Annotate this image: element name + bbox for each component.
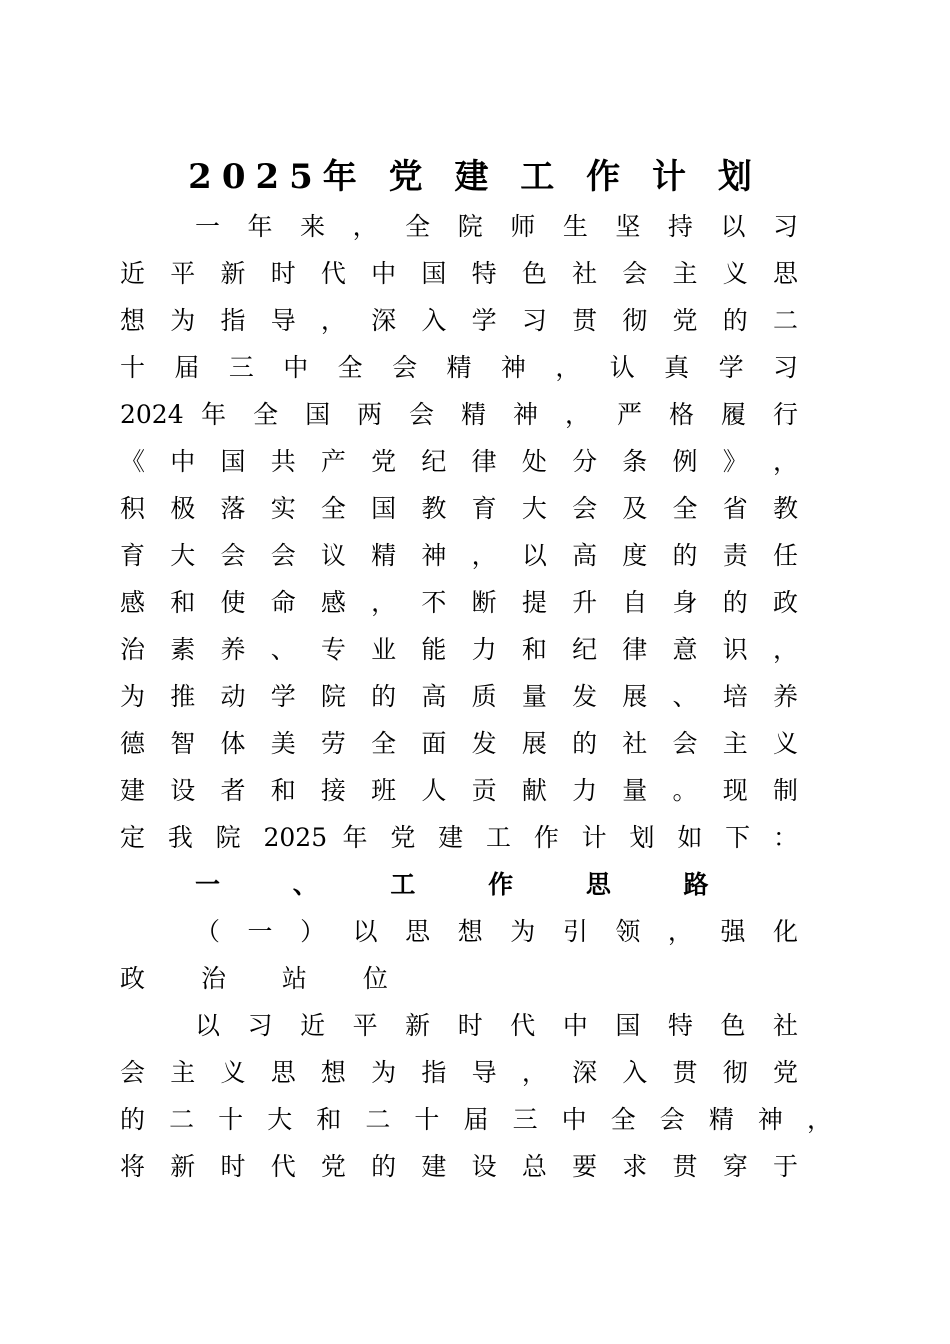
paragraph-line: 将 新 时 代 党 的 建 设 总 要 求 贯 穿 于 bbox=[120, 1152, 798, 1181]
paragraph-line: 定 我 院 2025 年 党 建 工 作 计 划 如 下 ： bbox=[120, 823, 798, 852]
section-heading: 一 、 工 作 思 路 bbox=[195, 870, 741, 899]
paragraph-line: 会 主 义 思 想 为 指 导 ， 深 入 贯 彻 党 bbox=[120, 1058, 798, 1087]
paragraph-line: 2024 年 全 国 两 会 精 神 ， 严 格 履 行 bbox=[120, 400, 798, 429]
paragraph-line: 建 设 者 和 接 班 人 贡 献 力 量 。 现 制 bbox=[120, 776, 798, 805]
paragraph-line: 近 平 新 时 代 中 国 特 色 社 会 主 义 思 bbox=[120, 259, 798, 288]
document-title: 2025年 党 建 工 作 计 划 bbox=[188, 157, 762, 197]
paragraph-line: 一 年 来 ， 全 院 师 生 坚 持 以 习 bbox=[195, 212, 798, 241]
paragraph-line: 德 智 体 美 劳 全 面 发 展 的 社 会 主 义 bbox=[120, 729, 798, 758]
paragraph-line: 感 和 使 命 感 ， 不 断 提 升 自 身 的 政 bbox=[120, 588, 798, 617]
paragraph-line: 十 届 三 中 全 会 精 神 ， 认 真 学 习 bbox=[120, 353, 798, 382]
paragraph-line: 的 二 十 大 和 二 十 届 三 中 全 会 精 神 ， bbox=[120, 1105, 832, 1134]
paragraph-line: 以 习 近 平 新 时 代 中 国 特 色 社 bbox=[195, 1011, 798, 1040]
subsection-heading-line: （ 一 ） 以 思 想 为 引 领 ， 强 化 bbox=[195, 917, 798, 946]
paragraph-line: 为 推 动 学 院 的 高 质 量 发 展 、 培 养 bbox=[120, 682, 798, 711]
paragraph-line: 《 中 国 共 产 党 纪 律 处 分 条 例 》 ， bbox=[120, 447, 798, 476]
paragraph-line: 积 极 落 实 全 国 教 育 大 会 及 全 省 教 bbox=[120, 494, 798, 523]
paragraph-line: 育 大 会 会 议 精 神 ， 以 高 度 的 责 任 bbox=[120, 541, 798, 570]
subsection-heading-line: 政 治 站 位 bbox=[120, 964, 412, 993]
paragraph-line: 治 素 养 、 专 业 能 力 和 纪 律 意 识 ， bbox=[120, 635, 798, 664]
paragraph-line: 想 为 指 导 ， 深 入 学 习 贯 彻 党 的 二 bbox=[120, 306, 798, 335]
